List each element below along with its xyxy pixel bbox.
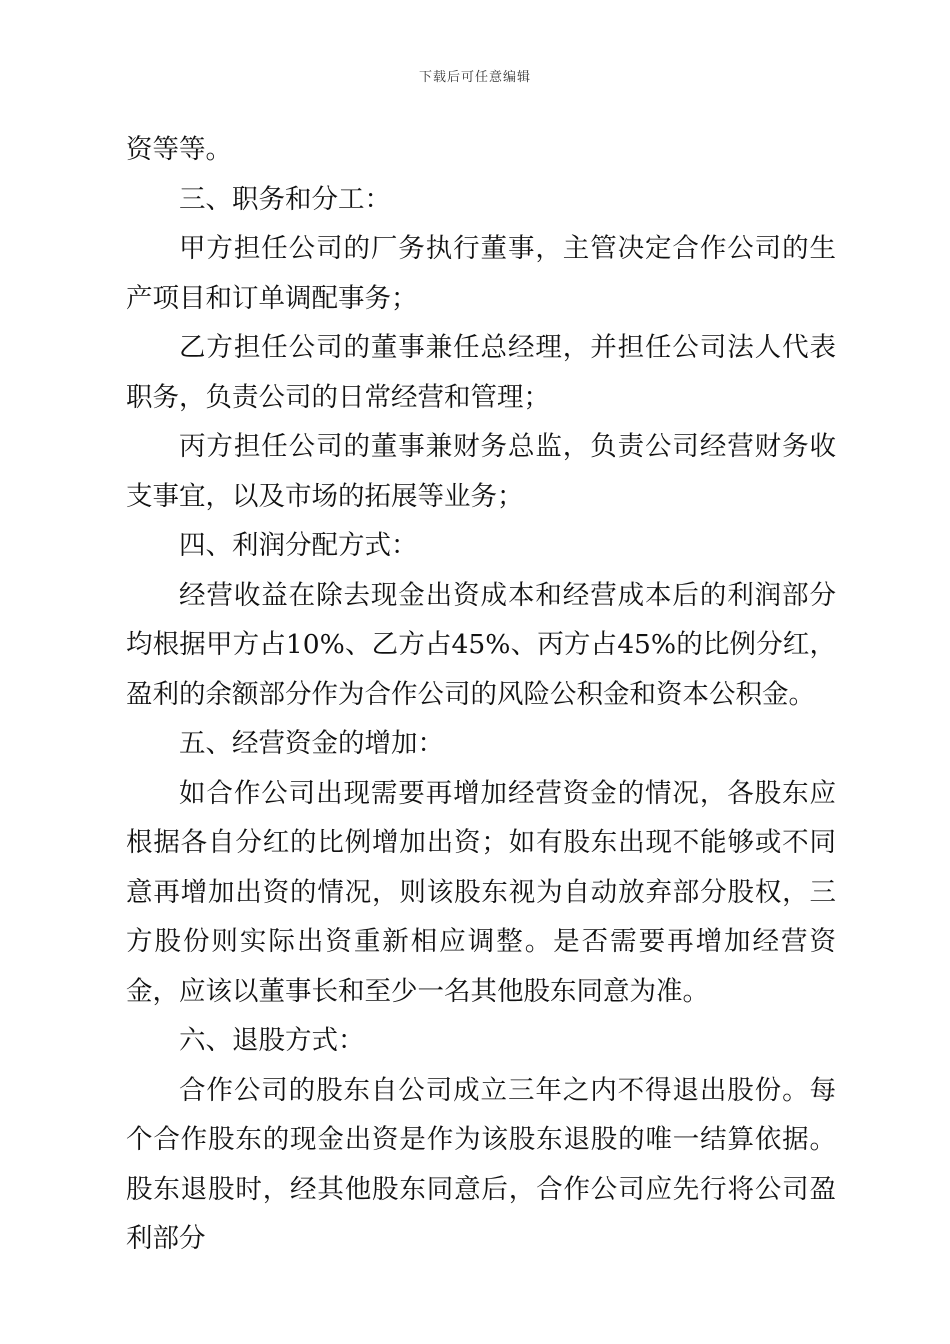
paragraph-party-a-role: 甲方担任公司的厂务执行董事，主管决定合作公司的生产项目和订单调配事务； — [126, 233, 836, 314]
section-heading-capital: 五、经营资金的增加： — [179, 728, 444, 759]
paragraph-continuation: 资等等。 — [126, 134, 232, 165]
section-heading-profit: 四、利润分配方式： — [179, 530, 418, 561]
paragraph-withdrawal-terms: 合作公司的股东自公司成立三年之内不得退出股份。每个合作股东的现金出资是作为该股东退股的唯一结算依据。股东退股时，经其他股东同意后，合作公司应先行将公司盈利部分 — [126, 1074, 836, 1254]
paragraph-party-c-role: 丙方担任公司的董事兼财务总监，负责公司经营财务收支事宜，以及市场的拓展等业务； — [126, 431, 836, 512]
paragraph-party-b-role: 乙方担任公司的董事兼任总经理，并担任公司法人代表职务，负责公司的日常经营和管理； — [126, 332, 836, 413]
page-header-note: 下载后可任意编辑 — [418, 70, 531, 85]
document-body — [126, 125, 836, 1264]
paragraph-profit-distribution: 经营收益在除去现金出资成本和经营成本后的利润部分均根据甲方占10%、乙方占45%、丙方占45%的比例分红，盈利的余额部分作为合作公司的风险公积金和资本公积金。 — [126, 579, 836, 710]
paragraph-capital-increase: 如合作公司出现需要再增加经营资金的情况，各股东应根据各自分红的比例增加出资；如有股东出现不能够或不同意再增加出资的情况，则该股东视为自动放弃部分股权，三方股份则实际出资重新相应调整。是否需要再增加经营资金，应该以董事长和至少一名其他股东同意为准。 — [126, 777, 836, 1007]
section-heading-duties: 三、职务和分工： — [179, 183, 391, 215]
section-heading-withdrawal: 六、退股方式： — [179, 1025, 365, 1056]
